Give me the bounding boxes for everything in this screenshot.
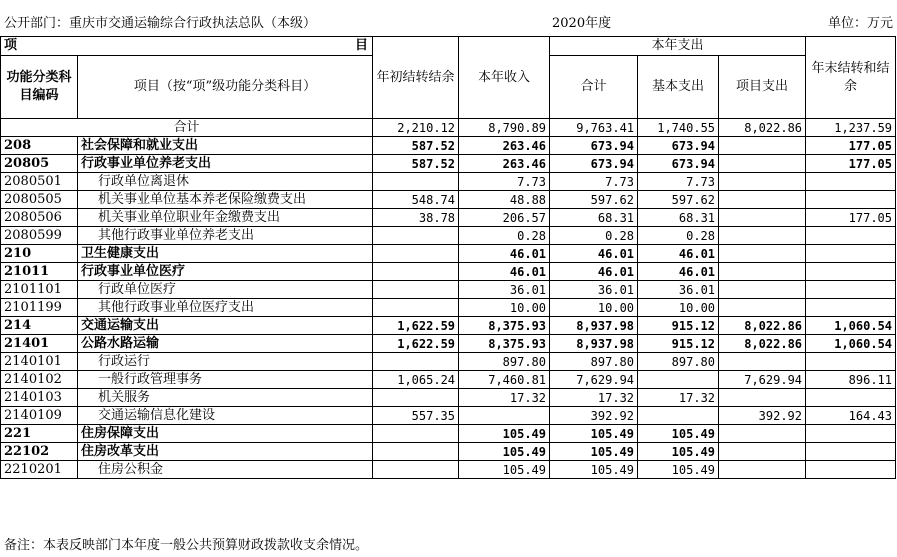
cell-closing: 896.11 [806,371,896,389]
cell-total: 105.49 [550,461,638,479]
cell-project [719,173,806,191]
col-expense-group: 本年支出 [550,37,806,56]
cell-project [719,227,806,245]
table-row [1,425,896,443]
cell-income: 105.49 [459,425,550,443]
cell-code: 210 [1,245,78,263]
cell-code: 221 [1,425,78,443]
cell-opening: 548.74 [373,191,459,209]
item-header-xiang: 项 [4,38,18,53]
cell-total: 46.01 [550,263,638,281]
cell-project [719,245,806,263]
table-row [1,353,896,371]
cell-opening [373,227,459,245]
cell-total: 673.94 [550,137,638,155]
cell-basic [638,371,719,389]
cell-basic: 673.94 [638,155,719,173]
cell-code: 22102 [1,443,78,461]
cell-income: 7,460.81 [459,371,550,389]
cell-opening [373,281,459,299]
budget-table [0,36,896,479]
table-row [1,227,896,245]
cell-item-name: 住房公积金 [78,461,373,479]
cell-basic: 17.32 [638,389,719,407]
cell-opening [373,353,459,371]
cell-code: 21401 [1,335,78,353]
cell-basic [638,407,719,425]
cell-total: 392.92 [550,407,638,425]
table-row [1,155,896,173]
cell-code: 2080505 [1,191,78,209]
cell-item-name: 行政单位离退休 [78,173,373,191]
cell-basic: 597.62 [638,191,719,209]
cell-code: 20805 [1,155,78,173]
cell-total: 68.31 [550,209,638,227]
cell-project [719,155,806,173]
table-body [1,119,896,479]
report-header [0,0,897,36]
table-row [1,245,896,263]
cell-closing [806,299,896,317]
cell-project [719,425,806,443]
cell-closing [806,443,896,461]
cell-closing: 1,060.54 [806,317,896,335]
table-row [1,191,896,209]
cell-closing [806,263,896,281]
cell-item-name: 行政事业单位医疗 [78,263,373,281]
cell-income: 0.28 [459,227,550,245]
cell-basic: 105.49 [638,425,719,443]
cell-code: 2101199 [1,299,78,317]
cell-opening [373,173,459,191]
table-row [1,407,896,425]
table-row [1,317,896,335]
total-label: 合计 [1,119,373,137]
total-project: 8,022.86 [719,119,806,137]
col-basic-expense: 基本支出 [638,56,719,119]
cell-income: 7.73 [459,173,550,191]
cell-item-name: 机关事业单位基本养老保险缴费支出 [78,191,373,209]
cell-opening: 1,622.59 [373,335,459,353]
cell-basic: 46.01 [638,263,719,281]
total-row [1,119,896,137]
cell-code: 2080506 [1,209,78,227]
cell-opening [373,299,459,317]
cell-closing [806,281,896,299]
cell-basic: 0.28 [638,227,719,245]
cell-basic: 897.80 [638,353,719,371]
cell-item-name: 住房保障支出 [78,425,373,443]
cell-total: 46.01 [550,245,638,263]
cell-closing: 177.05 [806,137,896,155]
cell-closing: 164.43 [806,407,896,425]
cell-basic: 36.01 [638,281,719,299]
cell-total: 8,937.98 [550,317,638,335]
cell-opening [373,245,459,263]
fiscal-year-label: 2020年度 [552,16,612,31]
cell-item-name: 行政运行 [78,353,373,371]
cell-closing [806,461,896,479]
cell-closing: 177.05 [806,155,896,173]
total-expense: 9,763.41 [550,119,638,137]
col-closing-balance: 年末结转和结余 [806,37,896,119]
cell-item-name: 机关事业单位职业年金缴费支出 [78,209,373,227]
cell-income [459,407,550,425]
cell-total: 17.32 [550,389,638,407]
cell-code: 2140101 [1,353,78,371]
cell-closing [806,353,896,371]
cell-total: 36.01 [550,281,638,299]
cell-item-name: 行政单位医疗 [78,281,373,299]
cell-code: 2080501 [1,173,78,191]
cell-total: 105.49 [550,443,638,461]
department-label: 公开部门：重庆市交通运输综合行政执法总队（本级） [4,16,317,31]
cell-item-name: 公路水路运输 [78,335,373,353]
table-row [1,371,896,389]
cell-basic: 68.31 [638,209,719,227]
cell-project [719,281,806,299]
cell-opening: 557.35 [373,407,459,425]
unit-label: 单位：万元 [827,16,893,31]
cell-closing: 177.05 [806,209,896,227]
cell-code: 2140109 [1,407,78,425]
cell-income: 46.01 [459,245,550,263]
cell-code: 214 [1,317,78,335]
cell-basic: 10.00 [638,299,719,317]
cell-project [719,299,806,317]
cell-closing [806,389,896,407]
cell-income: 105.49 [459,443,550,461]
cell-item-name: 机关服务 [78,389,373,407]
cell-project [719,389,806,407]
cell-project [719,263,806,281]
cell-income: 263.46 [459,155,550,173]
cell-item-name: 其他行政事业单位养老支出 [78,227,373,245]
table-row [1,137,896,155]
table-row [1,299,896,317]
cell-closing [806,425,896,443]
cell-closing [806,245,896,263]
table-row [1,461,896,479]
cell-income: 36.01 [459,281,550,299]
cell-income: 10.00 [459,299,550,317]
total-closing: 1,237.59 [806,119,896,137]
cell-total: 7.73 [550,173,638,191]
cell-total: 673.94 [550,155,638,173]
cell-item-name: 行政事业单位养老支出 [78,155,373,173]
cell-basic: 673.94 [638,137,719,155]
table-row [1,443,896,461]
cell-basic: 915.12 [638,317,719,335]
cell-total: 105.49 [550,425,638,443]
cell-opening [373,263,459,281]
cell-total: 7,629.94 [550,371,638,389]
cell-code: 208 [1,137,78,155]
table-row [1,209,896,227]
cell-basic: 105.49 [638,461,719,479]
cell-item-name: 一般行政管理事务 [78,371,373,389]
cell-code: 2210201 [1,461,78,479]
cell-project [719,191,806,209]
cell-project [719,443,806,461]
cell-income: 263.46 [459,137,550,155]
col-expense-total: 合计 [550,56,638,119]
table-row [1,173,896,191]
cell-income: 105.49 [459,461,550,479]
col-income: 本年收入 [459,37,550,119]
cell-opening: 1,622.59 [373,317,459,335]
cell-income: 48.88 [459,191,550,209]
cell-code: 2080599 [1,227,78,245]
cell-income: 8,375.93 [459,317,550,335]
cell-opening [373,389,459,407]
cell-opening: 1,065.24 [373,371,459,389]
cell-closing: 1,060.54 [806,335,896,353]
item-header [1,37,373,56]
cell-item-name: 社会保障和就业支出 [78,137,373,155]
cell-income: 8,375.93 [459,335,550,353]
cell-project: 8,022.86 [719,317,806,335]
cell-item-name: 其他行政事业单位医疗支出 [78,299,373,317]
cell-opening [373,461,459,479]
total-income: 8,790.89 [459,119,550,137]
footnote: 备注：本表反映部门本年度一般公共预算财政拨款收支余情况。 [4,538,369,553]
cell-item-name: 交通运输信息化建设 [78,407,373,425]
cell-total: 0.28 [550,227,638,245]
cell-code: 2140102 [1,371,78,389]
cell-opening [373,443,459,461]
cell-item-name: 卫生健康支出 [78,245,373,263]
cell-project: 7,629.94 [719,371,806,389]
cell-opening: 38.78 [373,209,459,227]
cell-code: 21011 [1,263,78,281]
cell-project [719,353,806,371]
table-row [1,281,896,299]
cell-income: 897.80 [459,353,550,371]
cell-project [719,137,806,155]
cell-item-name: 住房改革支出 [78,443,373,461]
cell-opening: 587.52 [373,155,459,173]
cell-total: 10.00 [550,299,638,317]
cell-closing [806,191,896,209]
col-item-name: 项目（按“项”级功能分类科目） [78,56,373,119]
cell-project: 8,022.86 [719,335,806,353]
total-basic: 1,740.55 [638,119,719,137]
cell-basic: 915.12 [638,335,719,353]
cell-item-name: 交通运输支出 [78,317,373,335]
table-row [1,263,896,281]
cell-total: 8,937.98 [550,335,638,353]
cell-total: 597.62 [550,191,638,209]
cell-income: 206.57 [459,209,550,227]
cell-code: 2140103 [1,389,78,407]
cell-closing [806,227,896,245]
cell-basic: 46.01 [638,245,719,263]
total-opening: 2,210.12 [373,119,459,137]
table-row [1,389,896,407]
cell-project [719,461,806,479]
col-project-expense: 项目支出 [719,56,806,119]
cell-income: 17.32 [459,389,550,407]
table-row [1,335,896,353]
cell-total: 897.80 [550,353,638,371]
col-function-code: 功能分类科目编码 [1,56,78,119]
cell-basic: 7.73 [638,173,719,191]
cell-basic: 105.49 [638,443,719,461]
cell-project [719,209,806,227]
cell-opening: 587.52 [373,137,459,155]
cell-code: 2101101 [1,281,78,299]
item-header-mu: 目 [355,38,369,53]
cell-closing [806,173,896,191]
cell-income: 46.01 [459,263,550,281]
cell-opening [373,425,459,443]
col-opening-balance: 年初结转结余 [373,37,459,119]
cell-project: 392.92 [719,407,806,425]
